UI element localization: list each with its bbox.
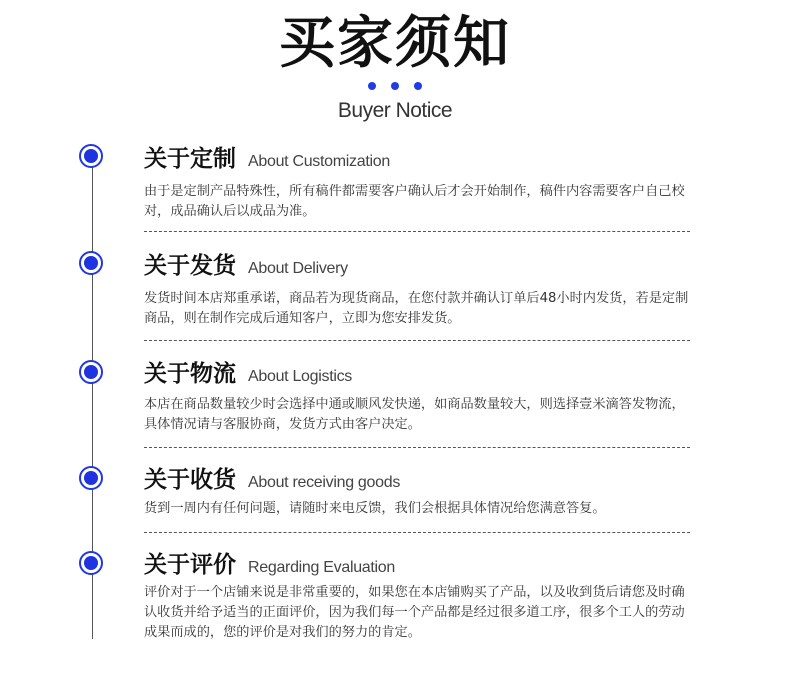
section-heading: [144, 247, 348, 280]
timeline-marker-icon: [79, 551, 103, 575]
section-title-en: About Logistics: [248, 368, 353, 385]
section-divider: [144, 532, 690, 533]
timeline-marker-icon: [79, 251, 103, 275]
decorative-dots: [0, 82, 790, 90]
section-title-en: About Customization: [248, 153, 390, 170]
section-title-en: About Delivery: [248, 260, 348, 277]
timeline-marker-icon: [79, 466, 103, 490]
section-text: 货到一周内有任何问题，请随时来电反馈，我们会根据具体情况给您满意答复。: [144, 501, 606, 516]
section-title-zh: 关于评价: [144, 552, 236, 578]
dot: [391, 82, 399, 90]
section-divider: [144, 340, 690, 341]
section-heading: [144, 355, 352, 388]
page-title: 买家须知: [279, 11, 511, 76]
section-heading: [144, 140, 390, 173]
section-divider: [144, 447, 690, 448]
dot: [414, 82, 422, 90]
section-text: 发货时间本店郑重承诺，商品若为现货商品，在您付款并确认订单后48小时内发货，若是定制商品，则在制作完成后通知客户，立即为您安排发货。: [144, 291, 689, 326]
section-title-zh: 关于收货: [144, 467, 236, 493]
section-text: 由于是定制产品特殊性，所有稿件都需要客户确认后才会开始制作，稿件内容需要客户自己校对，成品确认后以成品为准。: [144, 184, 685, 219]
section-title-zh: 关于发货: [144, 253, 236, 279]
section-title-zh: 关于定制: [144, 146, 236, 172]
section-title-en: About receiving goods: [248, 474, 401, 491]
section-text: 本店在商品数量较少时会选择中通或顺风发快递，如商品数量较大，则选择壹米滴答发物流，具体情况请与客服协商，发货方式由客户决定。: [144, 397, 685, 432]
section-text: 评价对于一个店铺来说是非常重要的，如果您在本店铺购买了产品，以及收到货后请您及时确认收货并给予适当的正面评价，因为我们每一个产品都是经过很多道工序，很多个工人的劳动成果而成的，您的评价是对我们的努力的肯定。: [144, 585, 685, 640]
timeline-marker-icon: [79, 144, 103, 168]
section-heading: [144, 546, 395, 579]
section-divider: [144, 231, 690, 232]
section-title-zh: 关于物流: [144, 361, 236, 387]
page-subtitle: Buyer Notice: [337, 99, 453, 122]
timeline-marker-icon: [79, 360, 103, 384]
section-heading: [144, 461, 400, 494]
section-title-en: Regarding Evaluation: [248, 559, 395, 576]
dot: [368, 82, 376, 90]
